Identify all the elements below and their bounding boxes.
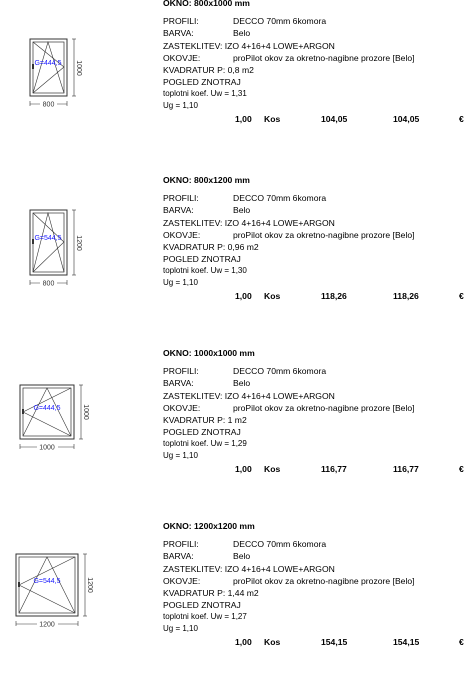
unit-price: 154,15	[321, 637, 348, 648]
ug-coefficient: Ug = 1,10	[163, 101, 198, 111]
window-drawing-svg	[14, 23, 104, 123]
currency: €	[459, 114, 464, 125]
okovje-value: proPilot okov za okretno-nagibne prozore [Belo]	[233, 575, 415, 586]
item-title: OKNO: 800x1200 mm	[163, 175, 250, 185]
profil-value: DECCO 70mm 6komora	[233, 16, 327, 26]
window-item	[0, 347, 469, 522]
width-dimension: 1200	[39, 621, 55, 629]
window-drawing-svg	[14, 196, 104, 296]
item-title: OKNO: 800x1000 mm	[163, 0, 250, 8]
ug-coefficient: Ug = 1,10	[163, 624, 198, 634]
profil-label: PROFILI:	[163, 539, 199, 549]
profil-label: PROFILI:	[163, 16, 199, 26]
kvadratura: KVADRATUR P: 1,44 m2	[163, 588, 259, 599]
height-dimension: 1200	[86, 577, 93, 593]
window-item	[0, 174, 469, 349]
price-row	[163, 463, 469, 475]
currency: €	[459, 291, 464, 302]
unit-price: 118,26	[321, 291, 347, 302]
okovje-label: OKOVJE:	[163, 402, 201, 413]
price-row	[163, 113, 469, 125]
window-drawing	[14, 371, 104, 471]
height-dimension: 1000	[82, 404, 89, 420]
window-drawing	[14, 542, 104, 642]
total-price: 154,15	[393, 637, 420, 648]
quantity: 1,00	[235, 114, 252, 125]
price-row	[163, 290, 469, 302]
barva-label: BARVA:	[163, 551, 194, 562]
ug-coefficient: Ug = 1,10	[163, 278, 198, 288]
profil-value: DECCO 70mm 6komora	[233, 539, 327, 549]
item-title: OKNO: 1200x1200 mm	[163, 521, 255, 531]
kvadratura: KVADRATUR P: 1 m2	[163, 415, 247, 426]
total-price: 104,05	[393, 114, 420, 125]
barva-label: BARVA:	[163, 378, 194, 389]
barva-value: Belo	[233, 551, 251, 562]
height-dimension: 1200	[75, 235, 82, 251]
glass-label: G=444,5	[33, 405, 61, 412]
okovje-label: OKOVJE:	[163, 52, 201, 63]
window-item	[0, 520, 469, 695]
window-drawing-svg	[14, 542, 104, 642]
window-info	[163, 174, 469, 302]
okovje-value: proPilot okov za okretno-nagibne prozore [Belo]	[233, 229, 415, 240]
profil-value: DECCO 70mm 6komora	[233, 193, 327, 203]
currency: €	[459, 464, 464, 475]
profil-label: PROFILI:	[163, 193, 199, 203]
okovje-label: OKOVJE:	[163, 575, 201, 586]
zasteklitev: ZASTEKLITEV: IZO 4+16+4 LOWE+ARGON	[163, 217, 335, 228]
width-dimension: 800	[42, 101, 55, 109]
barva-value: Belo	[233, 28, 251, 39]
window-drawing	[14, 23, 104, 123]
item-title: OKNO: 1000x1000 mm	[163, 348, 255, 358]
price-row	[163, 636, 469, 648]
uw-coefficient: toplotni koef. Uw = 1,30	[163, 265, 247, 275]
pogled: POGLED ZNOTRAJ	[163, 427, 241, 438]
kvadratura: KVADRATUR P: 0,96 m2	[163, 242, 259, 253]
ug-coefficient: Ug = 1,10	[163, 451, 198, 461]
glass-label: G=544,5	[33, 578, 61, 585]
profil-label: PROFILI:	[163, 366, 199, 376]
barva-value: Belo	[233, 378, 251, 389]
unit-price: 104,05	[321, 114, 348, 125]
uw-coefficient: toplotni koef. Uw = 1,31	[163, 88, 247, 98]
barva-value: Belo	[233, 205, 251, 216]
kvadratura: KVADRATUR P: 0,8 m2	[163, 65, 254, 76]
unit: Kos	[264, 291, 281, 302]
currency: €	[459, 637, 464, 648]
glass-label: G=444,5	[34, 60, 62, 67]
unit: Kos	[264, 464, 281, 475]
okovje-value: proPilot okov za okretno-nagibne prozore [Belo]	[233, 52, 415, 63]
window-info	[163, 520, 469, 648]
window-drawing	[14, 196, 104, 296]
height-dimension: 1000	[75, 60, 82, 76]
width-dimension: 1000	[39, 444, 55, 452]
barva-label: BARVA:	[163, 205, 194, 216]
unit: Kos	[264, 637, 281, 648]
okovje-label: OKOVJE:	[163, 229, 201, 240]
zasteklitev: ZASTEKLITEV: IZO 4+16+4 LOWE+ARGON	[163, 40, 335, 51]
pogled: POGLED ZNOTRAJ	[163, 600, 241, 611]
window-drawing-svg	[14, 371, 104, 471]
window-info	[163, 347, 469, 475]
unit-price: 116,77	[321, 464, 347, 475]
profil-value: DECCO 70mm 6komora	[233, 366, 327, 376]
quantity: 1,00	[235, 637, 252, 648]
total-price: 118,26	[393, 291, 419, 302]
zasteklitev: ZASTEKLITEV: IZO 4+16+4 LOWE+ARGON	[163, 563, 335, 574]
total-price: 116,77	[393, 464, 419, 475]
width-dimension: 800	[42, 280, 55, 288]
zasteklitev: ZASTEKLITEV: IZO 4+16+4 LOWE+ARGON	[163, 390, 335, 401]
okovje-value: proPilot okov za okretno-nagibne prozore [Belo]	[233, 402, 415, 413]
pogled: POGLED ZNOTRAJ	[163, 254, 241, 265]
window-info	[163, 0, 469, 125]
pogled: POGLED ZNOTRAJ	[163, 77, 241, 88]
quantity: 1,00	[235, 291, 252, 302]
glass-label: G=544,5	[34, 235, 62, 242]
uw-coefficient: toplotni koef. Uw = 1,29	[163, 438, 247, 448]
uw-coefficient: toplotni koef. Uw = 1,27	[163, 611, 247, 621]
barva-label: BARVA:	[163, 28, 194, 39]
window-item	[0, 0, 469, 172]
quantity: 1,00	[235, 464, 252, 475]
unit: Kos	[264, 114, 281, 125]
